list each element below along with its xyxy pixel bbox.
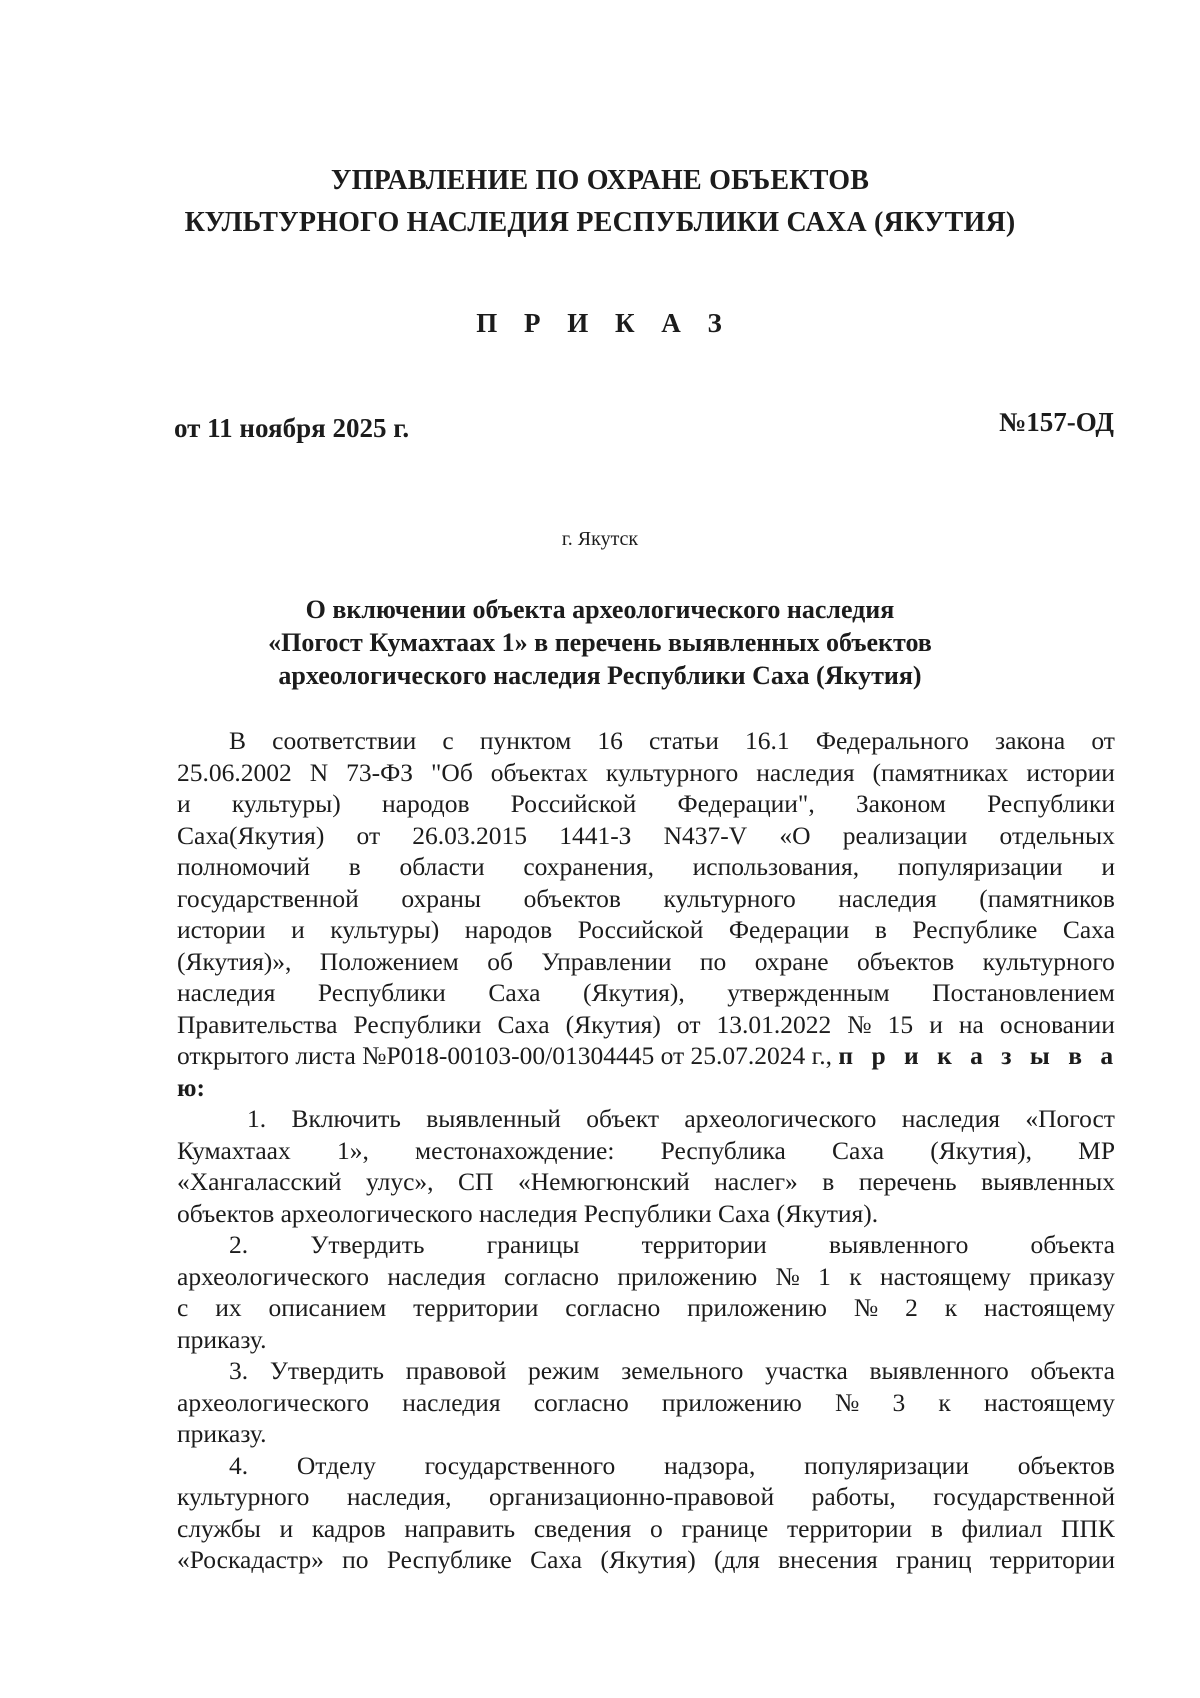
preamble-line: В соответствии с пунктом 16 статьи 16.1 Федерального закона от [229,726,1115,755]
order-body [177,725,1120,1576]
subject-line-1: О включении объекта археологического наследия [305,595,895,624]
order-item-2 [177,1229,1115,1355]
item-line: приказу. [177,1324,267,1354]
order-item-3 [177,1355,1115,1450]
order-number: №157-ОД [999,407,1114,437]
subject-line-2: «Погост Кумахтаах 1» в перечень выявленных объектов [268,628,932,657]
item-line: «Хангаласский улус», СП «Немюгюнский наслег» в перечень выявленных [177,1167,1115,1196]
preamble-line: полномочий в области сохранения, использования, популяризации и [177,852,1115,881]
order-item-1 [177,1103,1115,1229]
item-line: археологического наследия согласно приложению № 3 к настоящему [177,1387,1115,1417]
organization-name [0,160,1200,244]
organization-name-line-2: КУЛЬТУРНОГО НАСЛЕДИЯ РЕСПУБЛИКИ САХА (ЯКУТИЯ) [184,207,1016,238]
order-word-end: ю: [177,1072,205,1102]
item-line: объектов археологического наследия Республики Саха (Якутия). [177,1198,879,1228]
subject-line-3: археологического наследия Республики Саха (Якутия) [278,661,922,690]
order-word: п р и к а з ы в а [838,1041,1120,1070]
preamble-line: государственной охраны объектов культурного наследия (памятников [177,883,1115,913]
preamble-line: (Якутия)», Положением об Управлении по охране объектов культурного [177,946,1115,976]
place-of-issue: г. Якутск [561,528,639,550]
document-type-title: П Р И К А З [476,308,732,338]
item-line: 4. Отделу государственного надзора, популяризации объектов [229,1450,1115,1480]
order-word-ending [177,1072,1115,1104]
item-line: Кумахтаах 1», местонахождение: Республика Саха (Якутия), МР [177,1135,1115,1165]
item-line: приказу. [177,1419,267,1448]
item-line: археологического наследия согласно приложению № 1 к настоящему приказу [177,1261,1115,1291]
preamble-line: 25.06.2002 N 73-ФЗ "Об объектах культурного наследия (памятниках истории [177,757,1115,787]
order-item-4 [177,1450,1115,1576]
preamble-line: Саха(Якутия) от 26.03.2015 1441-З N437-V «О реализации отдельных [177,820,1115,850]
preamble-last-line [177,1040,1120,1072]
order-subject [0,593,1200,692]
item-line: 3. Утвердить правовой режим земельного участка выявленного объекта [229,1356,1115,1385]
item-line: службы и кадров направить сведения о границе территории в филиал ППК [177,1513,1115,1543]
organization-name-line-1: УПРАВЛЕНИЕ ПО ОХРАНЕ ОБЪЕКТОВ [330,165,870,196]
item-line: с их описанием территории согласно приложению № 2 к настоящему [177,1293,1115,1322]
preamble [177,725,1120,1103]
preamble-line: Правительства Республики Саха (Якутия) от 13.01.2022 № 15 и на основании [177,1009,1115,1039]
item-line: «Роскадастр» по Республике Саха (Якутия) (для внесения границ территории [177,1545,1115,1574]
order-date: от 11 ноября 2025 г. [174,413,410,443]
preamble-line: наследия Республики Саха (Якутия), утвержденным Постановлением [177,978,1115,1007]
preamble-line: и культуры) народов Российской Федерации", Законом Республики [177,789,1115,818]
preamble-line: истории и культуры) народов Российской Федерации в Республике Саха [177,915,1115,944]
item-line: 1. Включить выявленный объект археологического наследия «Погост [247,1104,1115,1133]
item-line: культурного наследия, организационно-правовой работы, государственной [177,1482,1115,1511]
preamble-line: открытого листа №Р018-00103-00/01304445 от 25.07.2024 г., [177,1041,833,1070]
item-line: 2. Утвердить границы территории выявленного объекта [229,1230,1115,1259]
